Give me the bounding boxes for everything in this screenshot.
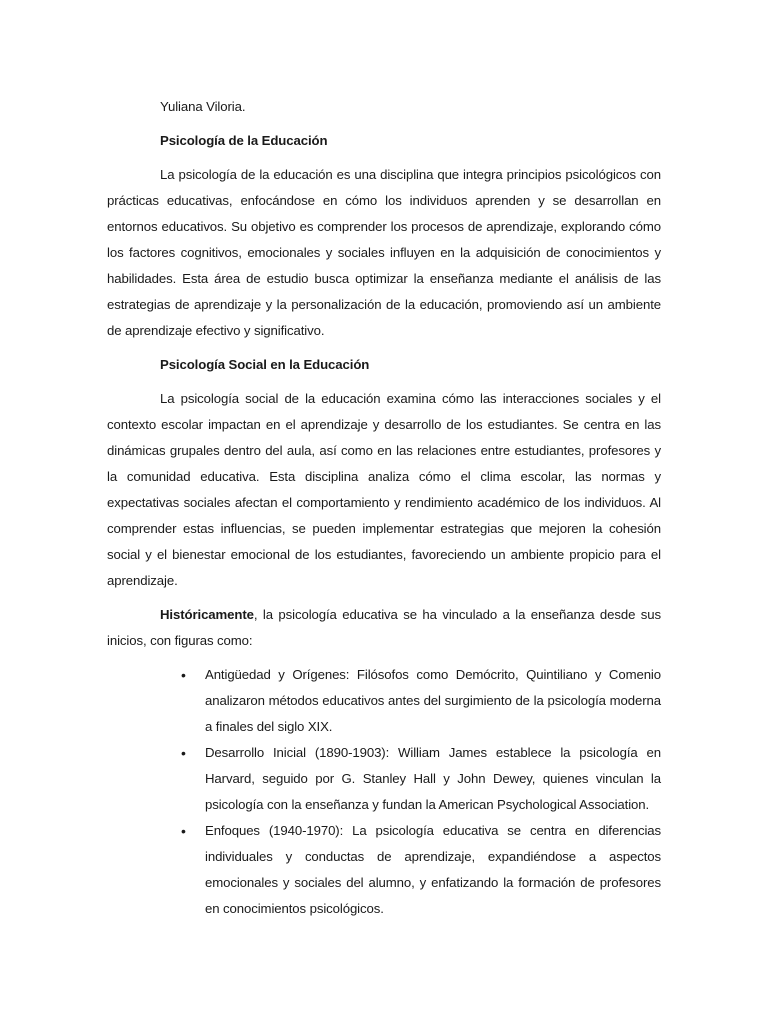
list-item-text: Antigüedad y Orígenes: Filósofos como Demócrito, Quintiliano y Comenio analizaron métodos educativos antes del surgimiento de la psicología moderna a finales del siglo XIX. [205,667,661,734]
document-body [107,94,661,922]
list-item [181,818,661,922]
history-lead-bold: Históricamente [160,607,254,622]
history-bullet-list [107,662,661,922]
history-intro-paragraph [107,602,661,654]
author-name: Yuliana Viloria. [160,99,246,114]
bullet-icon: • [181,667,186,683]
section-heading-psicologia-social: Psicología Social en la Educación [160,357,370,372]
bullet-icon: • [181,823,186,839]
list-item-text: Desarrollo Inicial (1890-1903): William James establece la psicología en Harvard, seguido por G. Stanley Hall y John Dewey, quienes vinculan la psicología con la enseñanza y fundan la American Psychological Association. [205,745,661,812]
section-paragraph-psicologia-educacion: La psicología de la educación es una disciplina que integra principios psicológicos con prácticas educativas, enfocándose en cómo los individuos aprenden y se desarrollan en entornos educativos. Su objetivo es comprender los procesos de aprendizaje, explorando cómo los factores cognitivos, emocionales y sociales influyen en la adquisición de conocimientos y habilidades. Esta área de estudio busca optimizar la enseñanza mediante el análisis de las estrategias de aprendizaje y la personalización de la educación, promoviendo así un ambiente de aprendizaje efectivo y significativo. [107,167,661,338]
list-item-text: Enfoques (1940-1970): La psicología educativa se centra en diferencias individuales y conductas de aprendizaje, expandiéndose a aspectos emocionales y sociales del alumno, y enfatizando la formación de profesores en conocimientos psicológicos. [205,823,661,916]
list-item [181,740,661,818]
bullet-icon: • [181,745,186,761]
list-item [181,662,661,740]
section-paragraph-psicologia-social: La psicología social de la educación examina cómo las interacciones sociales y el contexto escolar impactan en el aprendizaje y desarrollo de los estudiantes. Se centra en las dinámicas grupales dentro del aula, así como en las relaciones entre estudiantes, profesores y la comunidad educativa. Esta disciplina analiza cómo el clima escolar, las normas y expectativas sociales afectan el comportamiento y rendimiento académico de los individuos. Al comprender estas influencias, se pueden implementar estrategias que mejoren la cohesión social y el bienestar emocional de los estudiantes, favoreciendo un ambiente propicio para el aprendizaje. [107,391,661,588]
history-lead-text: , la psicología educativa se ha vinculado a la enseñanza desde sus inicios, con figuras como: [107,607,661,648]
section-heading-psicologia-educacion: Psicología de la Educación [160,133,328,148]
